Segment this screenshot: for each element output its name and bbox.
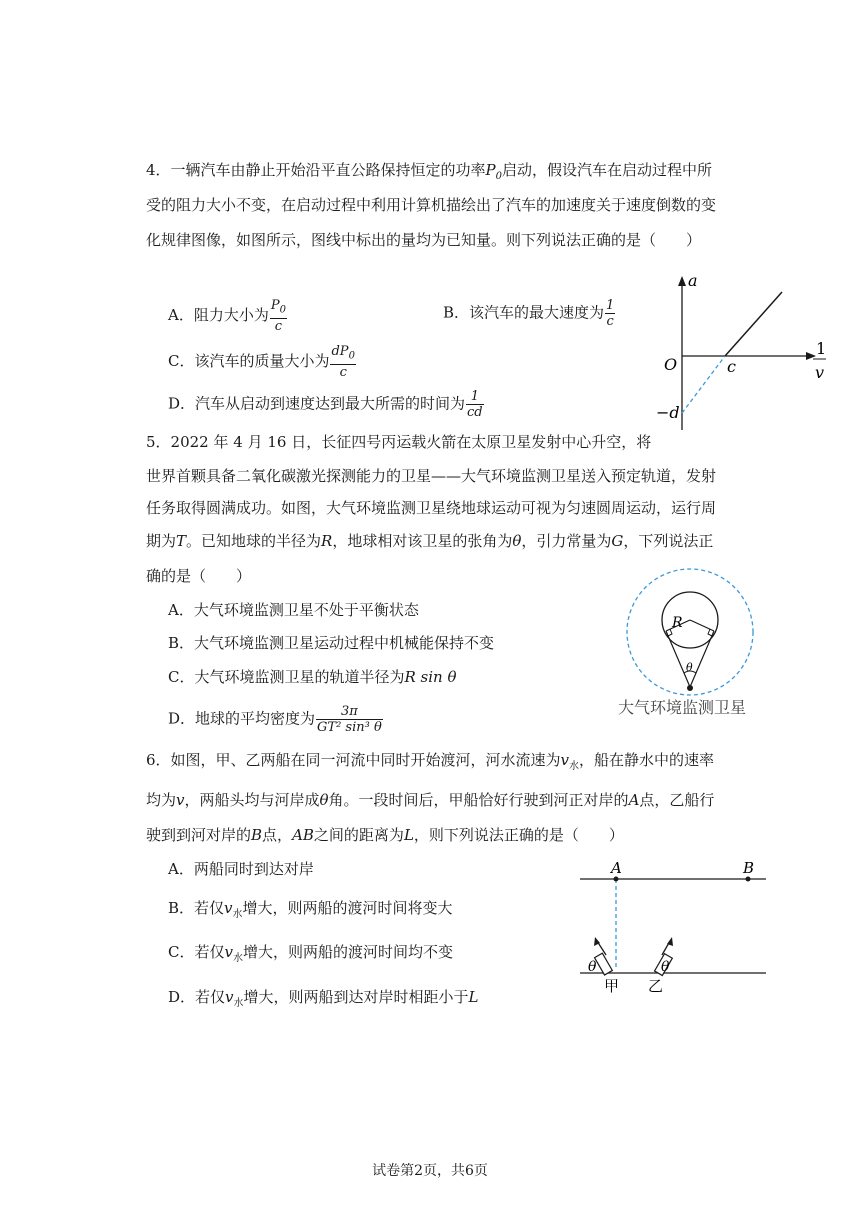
q4-option-d-fraction: $\frac{1}{cd}$ [467, 389, 483, 420]
point-b-dot-icon [746, 877, 751, 882]
origin-label: O [664, 355, 678, 374]
boat-jia-icon [594, 937, 612, 975]
q4-line-2: 受的阻力大小不变，在启动过程中利用计算机描绘出了汽车的加速度关于速度倒数的变 [146, 196, 717, 214]
q5-line-2: 世界首颗具备二氧化碳激光探测能力的卫星——大气环境监测卫星送入预定轨道，发射 [146, 467, 717, 485]
q5-line-5: 确的是（ ） [146, 567, 252, 585]
angle-label-yi: θ [661, 959, 670, 975]
point-a-dot-icon [614, 877, 619, 882]
y-intercept-label: −d [656, 403, 680, 422]
q5-option-d-fraction: $\frac{3\pi}{\text{GT² sin³ θ}}$ [317, 704, 382, 735]
q4-line-1: 4．一辆汽车由静止开始沿平直公路保持恒定的功率$P_0$启动，假设汽车在启动过程中所 [146, 161, 713, 182]
q4-option-c-fraction: $\frac{dP_0}{c}$ [331, 344, 355, 380]
page-footer: 试卷第2页，共6页 [372, 1163, 488, 1179]
angle-label-jia: θ [588, 959, 597, 975]
q6-option-b: B．若仅$v_水$增大，则两船的渡河时间将变大 [168, 899, 453, 920]
q6-line-1: 6．如图，甲、乙两船在同一河流中同时开始渡河，河水流速为$v_水$，船在静水中的速率 [146, 751, 715, 772]
q5-line-1: 5．2022 年 4 月 16 日，长征四号丙运载火箭在太原卫星发射中心升空，将 [146, 433, 652, 451]
graph-line [725, 292, 782, 356]
point-b-label: B [743, 859, 755, 877]
q4-option-b: B．该汽车的最大速度为 $\frac{1}{c}$ [443, 298, 615, 329]
q4-option-c: C．该汽车的质量大小为 $\frac{dP_0}{c}$ [168, 344, 355, 380]
q5-line-3: 任务取得圆满成功。如图，大气环境监测卫星绕地球运动可视为匀速圆周运动，运行周 [146, 499, 717, 517]
q4-option-b-fraction: $\frac{1}{c}$ [606, 298, 615, 329]
q5-option-a: A．大气环境监测卫星不处于平衡状态 [168, 601, 419, 619]
x-axis-label-numerator: 1 [816, 339, 827, 358]
q6-river-figure [578, 855, 770, 995]
q4-option-a-fraction: $\frac{P_0}{c}$ [270, 298, 286, 334]
q5-option-d: D．地球的平均密度为 $\frac{3\pi}{\text{GT² sin³ θ}}$ [168, 704, 382, 735]
y-axis-label: a [688, 271, 698, 290]
angle-label: θ [686, 661, 693, 674]
radius-label: R [672, 615, 683, 631]
y-axis-arrow-icon [678, 276, 686, 286]
q5-line-4: 期为T。已知地球的半径为R，地球相对该卫星的张角为θ，引力常量为G，下列说法正 [146, 532, 714, 550]
q4-line-3: 化规律图像，如图所示，图线中标出的量均为已知量。则下列说法正确的是（ ） [146, 231, 702, 249]
q6-option-a: A．两船同时到达对岸 [168, 860, 314, 878]
q6-option-c: C．若仅$v_水$增大，则两船的渡河时间均不变 [168, 943, 453, 964]
q5-satellite-figure [610, 565, 776, 723]
graph-dashed-extension [682, 356, 725, 413]
x-axis-label-denominator: v [815, 363, 825, 382]
q4-option-a: A．阻力大小为 $\frac{P_0}{c}$ [168, 298, 286, 334]
boat-jia-label: 甲 [604, 977, 620, 995]
boat-yi-label: 乙 [648, 977, 664, 995]
point-a-label: A [611, 859, 622, 877]
q6-option-d: D．若仅$v_水$增大，则两船到达对岸时相距小于L [168, 988, 479, 1009]
q4-acceleration-graph [650, 270, 840, 438]
q5-option-b: B．大气环境监测卫星运动过程中机械能保持不变 [168, 634, 495, 652]
q5-option-c: C．大气环境监测卫星的轨道半径为R sin θ [168, 668, 457, 686]
satellite-dot-icon [687, 685, 693, 691]
q6-line-2: 均为v，两船头均与河岸成θ角。一段时间后，甲船恰好行驶到河正对岸的A点，乙船行 [146, 791, 715, 809]
q4-option-d: D．汽车从启动到速度达到最大所需的时间为 $\frac{1}{cd}$ [168, 389, 483, 420]
q6-line-3: 驶到到河对岸的B点，AB之间的距离为L，则下列说法正确的是（ ） [146, 826, 624, 844]
x-intercept-label: c [727, 357, 736, 376]
satellite-caption: 大气环境监测卫星 [618, 698, 747, 717]
